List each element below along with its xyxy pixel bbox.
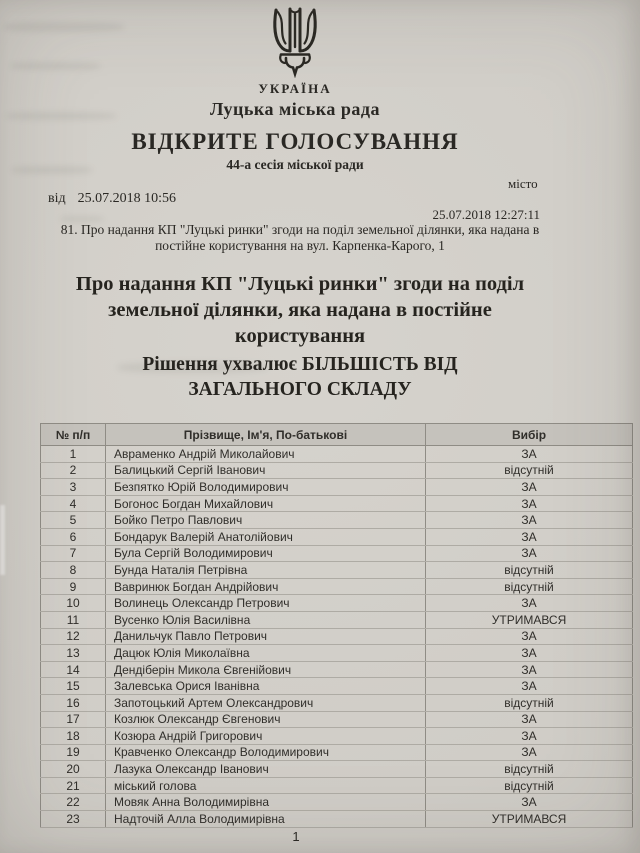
header-vote: Вибір	[426, 424, 633, 446]
deputy-name-cell: Бунда Наталія Петрівна	[106, 562, 426, 579]
table-row	[41, 562, 633, 579]
vote-cell: ЗА	[426, 479, 633, 496]
row-number-cell: 3	[41, 479, 106, 496]
table-row	[41, 728, 633, 745]
deputy-name-cell: Балицький Сергій Іванович	[106, 462, 426, 479]
table-row	[41, 678, 633, 695]
vote-cell: ЗА	[426, 744, 633, 761]
table-row	[41, 645, 633, 662]
deputy-name-cell: Дендіберін Микола Євгенійович	[106, 661, 426, 678]
vote-cell: УТРИМАВСЯ	[426, 811, 633, 828]
deputy-name-cell: Лазука Олександр Іванович	[106, 761, 426, 778]
row-number-cell: 23	[41, 811, 106, 828]
vote-cell: ЗА	[426, 495, 633, 512]
deputy-name-cell: Надточій Алла Володимирівна	[106, 811, 426, 828]
deputy-name-cell: Авраменко Андрій Миколайович	[106, 446, 426, 463]
vote-datetime: 25.07.2018 12:27:11	[432, 207, 540, 222]
agenda-item-text: 81. Про надання КП "Луцькі ринки" згоди на поділ земельної ділянки, яка надана в постійне користування на вул. Карпенка-Карого, 1	[60, 222, 540, 254]
table-row	[41, 512, 633, 529]
deputy-name-cell: Бондарук Валерій Анатолійович	[106, 528, 426, 545]
table-row	[41, 545, 633, 562]
table-row	[41, 811, 633, 828]
row-number-cell: 2	[41, 462, 106, 479]
vote-cell: ЗА	[426, 595, 633, 612]
table-row	[41, 446, 633, 463]
table-row	[41, 479, 633, 496]
table-row	[41, 628, 633, 645]
session-datetime-line	[48, 191, 176, 207]
vote-cell: ЗА	[426, 661, 633, 678]
row-number-cell: 13	[41, 645, 106, 662]
country-label: УКРАЇНА	[258, 81, 332, 96]
session-datetime: 25.07.2018 10:56	[77, 191, 177, 206]
vote-cell: ЗА	[426, 678, 633, 695]
voting-table-body	[41, 446, 633, 828]
deputy-name-cell: Волинець Олександр Петрович	[106, 595, 426, 612]
row-number-cell: 17	[41, 711, 106, 728]
voting-table	[40, 423, 633, 828]
header-full-name: Прізвище, Ім'я, По-батькові	[106, 424, 426, 446]
table-row	[41, 462, 633, 479]
row-number-cell: 21	[41, 777, 106, 794]
table-row	[41, 761, 633, 778]
row-number-cell: 4	[41, 495, 106, 512]
deputy-name-cell: Мовяк Анна Володимирівна	[106, 794, 426, 811]
table-row	[41, 694, 633, 711]
table-row	[41, 595, 633, 612]
vote-cell: відсутній	[426, 462, 633, 479]
table-row	[41, 777, 633, 794]
table-row	[41, 794, 633, 811]
row-number-cell: 19	[41, 744, 106, 761]
vote-cell: ЗА	[426, 628, 633, 645]
table-row	[41, 611, 633, 628]
document-header	[0, 6, 590, 173]
vote-cell: відсутній	[426, 777, 633, 794]
paper-edge-highlight	[0, 505, 5, 575]
vote-type-title: ВІДКРИТЕ ГОЛОСУВАННЯ	[131, 129, 459, 154]
header-number: № п/п	[41, 424, 106, 446]
deputy-name-cell: Кравченко Олександр Володимирович	[106, 744, 426, 761]
vote-cell: ЗА	[426, 446, 633, 463]
row-number-cell: 16	[41, 694, 106, 711]
decision-rule: Рішення ухвалює БІЛЬШІСТЬ ВІД ЗАГАЛЬНОГО СКЛАДУ	[142, 354, 458, 400]
row-number-cell: 5	[41, 512, 106, 529]
deputy-name-cell: Залевська Орися Іванівна	[106, 678, 426, 695]
deputy-name-cell: Дацюк Юлія Миколаївна	[106, 645, 426, 662]
vote-cell: ЗА	[426, 528, 633, 545]
council-name: Луцька міська рада	[210, 99, 380, 119]
vote-cell: відсутній	[426, 562, 633, 579]
place-label: місто	[508, 176, 538, 191]
vote-cell: відсутній	[426, 578, 633, 595]
row-number-cell: 15	[41, 678, 106, 695]
vote-cell: відсутній	[426, 694, 633, 711]
table-row	[41, 578, 633, 595]
row-number-cell: 18	[41, 728, 106, 745]
vote-cell: ЗА	[426, 728, 633, 745]
row-number-cell: 20	[41, 761, 106, 778]
vote-cell: ЗА	[426, 512, 633, 529]
vote-cell: ЗА	[426, 711, 633, 728]
row-number-cell: 14	[41, 661, 106, 678]
row-number-cell: 11	[41, 611, 106, 628]
vote-cell: ЗА	[426, 645, 633, 662]
row-number-cell: 6	[41, 528, 106, 545]
table-header-row	[41, 424, 633, 446]
deputy-name-cell: Запотоцький Артем Олександрович	[106, 694, 426, 711]
deputy-name-cell: міський голова	[106, 777, 426, 794]
deputy-name-cell: Безпятко Юрій Володимирович	[106, 479, 426, 496]
vote-cell: УТРИМАВСЯ	[426, 611, 633, 628]
deputy-name-cell: Козлюк Олександр Євгенович	[106, 711, 426, 728]
page-number: 1	[292, 829, 300, 844]
deputy-name-cell: Вусенко Юлія Василівна	[106, 611, 426, 628]
row-number-cell: 10	[41, 595, 106, 612]
row-number-cell: 7	[41, 545, 106, 562]
row-number-cell: 9	[41, 578, 106, 595]
table-row	[41, 661, 633, 678]
deputy-name-cell: Данильчук Павло Петрович	[106, 628, 426, 645]
row-number-cell: 12	[41, 628, 106, 645]
from-label: від	[48, 191, 66, 206]
row-number-cell: 22	[41, 794, 106, 811]
table-row	[41, 495, 633, 512]
session-label: 44-а сесія міської ради	[226, 157, 364, 172]
table-row	[41, 744, 633, 761]
deputy-name-cell: Вавринюк Богдан Андрійович	[106, 578, 426, 595]
vote-cell: ЗА	[426, 545, 633, 562]
row-number-cell: 1	[41, 446, 106, 463]
deputy-name-cell: Богонос Богдан Михайлович	[106, 495, 426, 512]
vote-cell: ЗА	[426, 794, 633, 811]
row-number-cell: 8	[41, 562, 106, 579]
ukraine-trident-emblem	[268, 6, 322, 78]
resolution-title: Про надання КП "Луцькі ринки" згоди на поділ земельної ділянки, яка надана в постійне користування	[75, 273, 525, 347]
deputy-name-cell: Козюра Андрій Григорович	[106, 728, 426, 745]
vote-cell: відсутній	[426, 761, 633, 778]
table-row	[41, 528, 633, 545]
deputy-name-cell: Бойко Петро Павлович	[106, 512, 426, 529]
table-row	[41, 711, 633, 728]
deputy-name-cell: Була Сергій Володимирович	[106, 545, 426, 562]
